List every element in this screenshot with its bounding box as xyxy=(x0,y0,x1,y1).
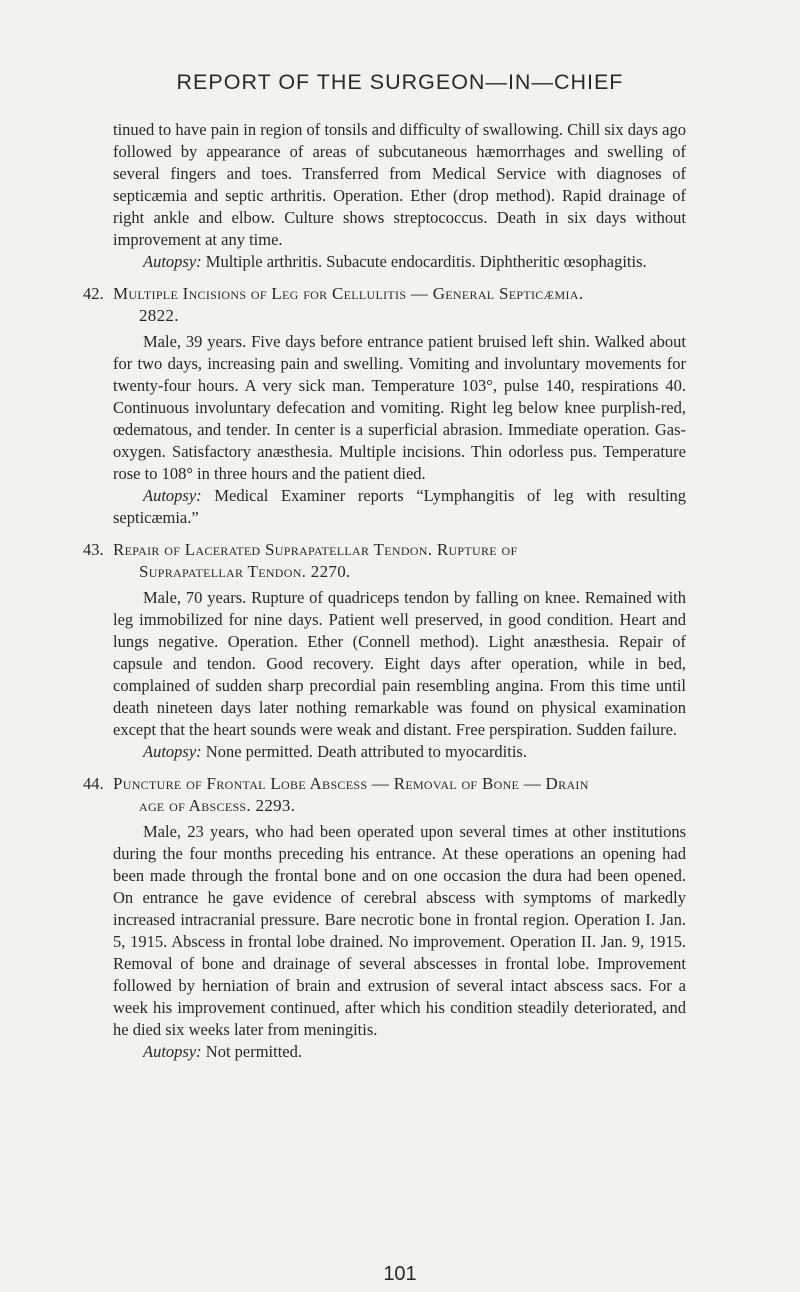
autopsy-text: Multiple arthritis. Subacute endocarditis. Diphtheritic œsophagitis. xyxy=(205,252,647,271)
page-number: 101 xyxy=(383,1263,417,1285)
case-title-cont-text: age of Abscess. xyxy=(139,796,251,815)
case-ref: 2822. xyxy=(139,306,179,325)
case-title-cont xyxy=(113,561,686,583)
case-title-cont xyxy=(113,795,686,817)
case-autopsy xyxy=(113,485,686,529)
case-title: Repair of Lacerated Suprapatellar Tendon. Rupture of xyxy=(113,540,518,559)
autopsy-text: Medical Examiner reports “Lymphangitis of leg with resulting septicæmia.” xyxy=(113,486,687,527)
case-number: 43. xyxy=(83,540,104,559)
case-text: Male, 23 years, who had been operated upon several times at other institutions during the four months preceding his entrance. At these operations an opening had been made through the frontal bone and on one occasion the dura had been opened. On entrance he gave evidence of cerebral abscess with symptoms of markedly increased intracranial pressure. Bare necrotic bone in frontal region. Operation I. Jan. 5, 1915. Abscess in frontal lobe drained. No improvement. Operation II. Jan. 9, 1915. Removal of bone and drainage of several abscesses in frontal lobe. Improvement followed by herniation of brain and extrusion of several intact abscess sacs. For a week his improvement continued, after which his condition steadily deteriorated, and he died six weeks later from meningitis. xyxy=(113,822,686,1039)
case-heading xyxy=(113,283,686,327)
case-text: Male, 70 years. Rupture of quadriceps tendon by falling on knee. Remained with leg immobilized for nine days. Patient well preserved, in good condition. Heart and lungs negative. Operation. Ether (Connell method). Light anæsthesia. Repair of capsule and tendon. Good recovery. Eight days after operation, while in bed, complained of sudden sharp precordial pain resembling angina. From this time until death nineteen days later nothing remarkable was found on physical examination except that the heart sounds were weak and distant. Free perspiration. Sudden failure. xyxy=(113,588,686,739)
case-title-cont-text: Suprapatellar Tendon. xyxy=(139,562,307,581)
case-autopsy xyxy=(113,1041,686,1063)
case-title: Multiple Incisions of Leg for Cellulitis — General Septicæmia. xyxy=(113,284,584,303)
autopsy-label: Autopsy: xyxy=(143,1042,202,1061)
case-title: Puncture of Frontal Lobe Abscess — Removal of Bone — Drain xyxy=(113,774,589,793)
case-heading xyxy=(113,539,686,583)
case-44 xyxy=(83,773,686,1063)
autopsy-text: None permitted. Death attributed to myocarditis. xyxy=(205,742,527,761)
autopsy-label: Autopsy: xyxy=(143,486,202,505)
case-heading xyxy=(113,773,686,817)
autopsy-text: Not permitted. xyxy=(205,1042,303,1061)
case-autopsy xyxy=(113,741,686,763)
page-body xyxy=(83,119,687,1063)
intro-autopsy xyxy=(113,251,686,273)
case-number: 42. xyxy=(83,284,104,303)
case-43 xyxy=(83,539,686,763)
autopsy-label: Autopsy: xyxy=(143,252,202,271)
autopsy-label: Autopsy: xyxy=(143,742,202,761)
case-number: 44. xyxy=(83,774,104,793)
case-ref: 2293. xyxy=(255,796,296,815)
case-42 xyxy=(83,283,687,529)
case-text: Male, 39 years. Five days before entrance patient bruised left shin. Walked about for two days, increasing pain and swelling. Vomiting and involuntary movements for twenty-four hours. A very sick man. Temperature 103°, pulse 140, respirations 40. Continuous involuntary defecation and vomiting. Right leg below knee purplish-red, œdematous, and tender. In center is a superficial abrasion. Immediate operation. Gas-oxygen. Satisfactory anæsthesia. Multiple incisions. Thin odorless pus. Temperature rose to 108° in three hours and the patient died. xyxy=(113,332,686,483)
intro-paragraph: tinued to have pain in region of tonsils and difficulty of swallowing. Chill six days ago followed by appearance of areas of subcutaneous hæmorrhages and swelling of several fingers and toes. Transferred from Medical Service with diagnoses of septicæmia and septic arthritis. Operation. Ether (drop method). Rapid drainage of right ankle and elbow. Culture shows streptococcus. Death in six days without improvement at any time. xyxy=(113,120,686,249)
case-ref: 2270. xyxy=(310,562,351,581)
running-head: REPORT OF THE SURGEON—IN—CHIEF xyxy=(176,70,624,94)
